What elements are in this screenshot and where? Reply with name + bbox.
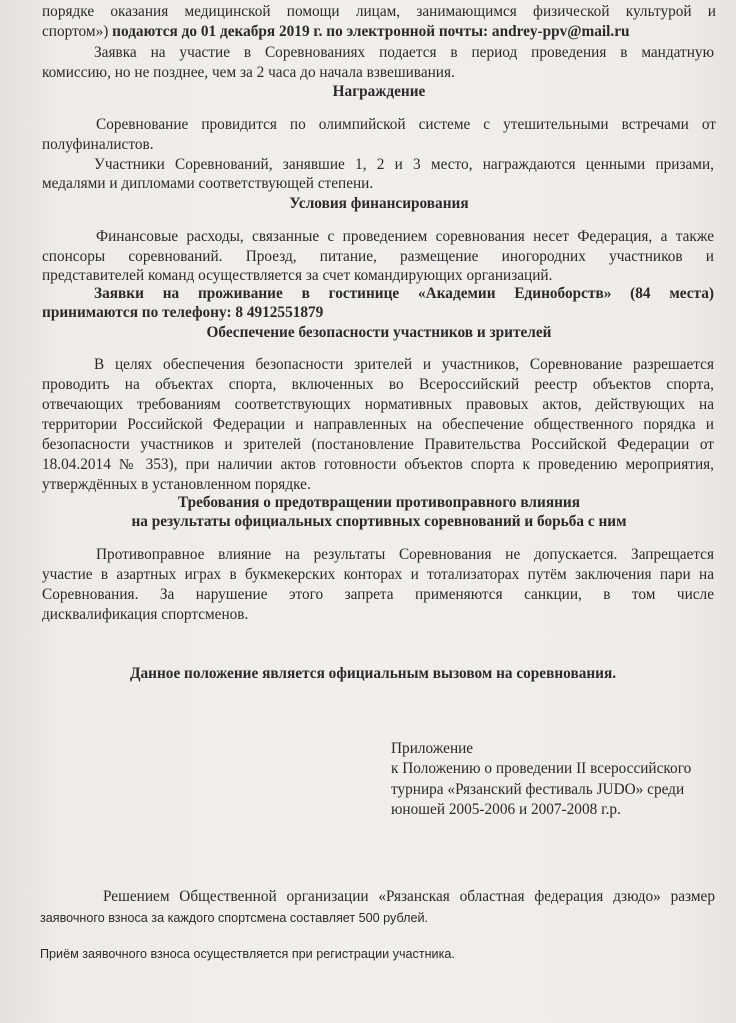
intro-line-2-plain: спортом») [42,23,109,40]
hotel-booking-phone: принимаются по телефону: 8 4912551879 [42,304,324,321]
influence-line-1: Противоправное влияние на результаты Соревнования не допускается. Запрещается [96,546,714,563]
intro-line-4: комиссию, но не позднее, чем за 2 часа до начала взвешивания. [42,64,455,81]
appendix-line-3: турнира «Рязанский фестиваль JUDO» среди [391,781,685,798]
awards-p1-line-2: полуфиналистов. [42,136,154,153]
deadline-email-text: подаются до 01 декабря 2019 г. по электронной почты: andrey-ppv@mail.ru [112,23,630,40]
influence-line-3: Соревнования. За нарушение этого запрета применяются санкции, в том числе [42,586,714,603]
intro-line-3: Заявка на участие в Соревнованиях подается в период проведения в мандатную [94,44,714,61]
influence-heading-line-1: Требования о предотвращении противоправного влияния [178,494,580,511]
influence-line-4: дисквалификация спортсменов. [42,606,249,623]
awards-p1-line-1: Соревнование провидится по олимпийской системе с утешительными встречами от [96,116,716,133]
safety-heading: Обеспечение безопасности участников и зрителей [206,324,552,341]
fee-line-2: заявочного взноса за каждого спортсмена составляет 500 рублей. [40,911,428,925]
influence-line-2: участие в азартных играх в букмекерских конторах и тотализаторах путём заключения пари на [42,566,714,583]
intro-line-2 [42,22,630,42]
influence-heading-line-2: на результаты официальных спортивных соревнований и борьба с ним [131,513,627,530]
safety-line-3: отвечающих требованиям соответствующих нормативных правовых актов, действующих на [42,396,714,413]
safety-line-7: утверждённых в установленном порядке. [42,476,311,493]
hotel-booking-line-1: Заявки на проживание в гостинице «Академии Единоборств» (84 места) [94,285,714,302]
official-call-statement: Данное положение является официальным вызовом на соревнования. [130,665,617,682]
financing-heading: Условия финансирования [289,195,469,212]
safety-line-1: В целях обеспечения безопасности зрителей и участников, Соревнование разрешается [94,356,714,373]
appendix-line-4: юношей 2005-2006 и 2007-2008 г.р. [391,801,621,818]
financing-line-3: представителей команд осуществляется за счет командирующих организаций. [42,267,553,284]
financing-line-1: Финансовые расходы, связанные с проведением соревнования несет Федерация, а также [96,228,714,245]
awards-p2-line-2: медалями и дипломами соответствующей степени. [42,175,374,192]
intro-line-1: порядке оказания медицинской помощи лицам, занимающимся физической культурой и [42,3,716,20]
safety-line-2: проводить на объектах спорта, включенных во Всероссийский реестр объектов спорта, [42,376,714,393]
awards-p2-line-1: Участники Соревнований, занявшие 1, 2 и 3 место, награждаются ценными призами, [94,156,714,173]
awards-heading: Награждение [332,83,426,100]
fee-line-1: Решением Общественной организации «Рязанская областная федерация дзюдо» размер [103,888,715,905]
fee-payment-note: Приём заявочного взноса осуществляется при регистрации участника. [40,947,455,961]
safety-line-4: территории Российской Федерации и направленных на обеспечение общественного порядка и [42,416,714,433]
safety-line-5: безопасности участников и зрителей (постановление Правительства Российской Федерации от [42,436,714,453]
appendix-line-2: к Положению о проведении II всероссийского [391,760,692,777]
financing-line-2: спонсоры соревнований. Проезд, питание, размещение иногородних участников и [42,248,714,265]
appendix-title: Приложение [391,740,474,757]
safety-line-6: 18.04.2014 № 353), при наличии актов готовности объектов спорта к проведению мероприятия, [42,456,714,473]
